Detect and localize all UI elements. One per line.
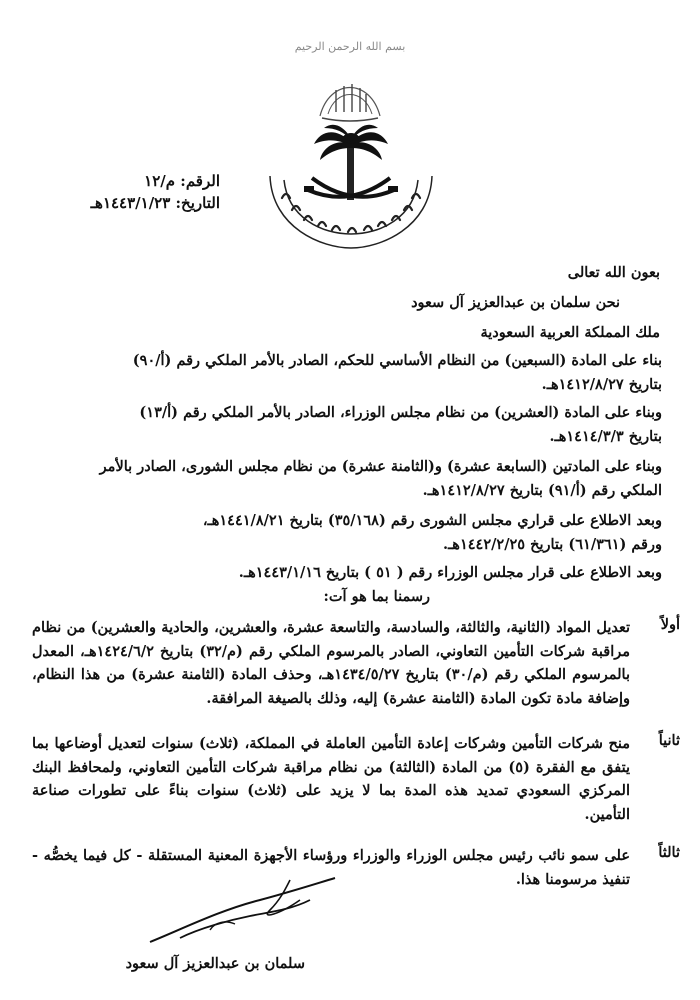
shahada-calligraphy-icon [300, 68, 400, 124]
opening-line-1: بعون الله تعالى [567, 264, 660, 281]
handwritten-signature-icon [140, 870, 340, 950]
preamble-line: بتاريخ ١٤١٢/٨/٢٧هـ. [541, 376, 662, 393]
preamble-line: وبعد الاطلاع على قرار مجلس الوزراء رقم ( ٥١ ) بتاريخ ١٤٤٣/١/١٦هـ. [238, 564, 662, 581]
reference-date: التاريخ: ١٤٤٣/١/٢٣هـ [90, 194, 220, 212]
basmala-calligraphy: بسم الله الرحمن الرحيم [294, 40, 406, 53]
saudi-emblem-icon [262, 118, 440, 250]
preamble-line: ورقم (٦١/٣٦١) بتاريخ ١٤٤٢/٢/٢٥هـ. [443, 536, 662, 553]
item-text-first: تعديل المواد (الثانية، والثالثة، والسادسة، والتاسعة عشرة، والعشرين، والحادية والعشرين) من نظام مراقبة شركات التأمين التعاوني، الصادر بالمرسوم الملكي رقم (م/٣٢) بتاريخ ١٤٢٤/٦/٢هـ، المعدل بالمرسوم الملكي رقم (م/٣٠) بتاريخ ١٤٣٤/٥/٢٧هـ، وحذف المادة (الثامنة عشرة) من هذا النظام، وإضافة مادة تكون المادة (الثامنة عشرة) إليه، وذلك بالصيغة المرافقة. [32, 619, 631, 707]
opening-line-3: ملك المملكة العربية السعودية [480, 324, 660, 341]
preamble-line: وبناء على المادتين (السابعة عشرة) و(الثامنة عشرة) من نظام مجلس الشورى، الصادر بالأمر [99, 458, 662, 475]
preamble-line: بتاريخ ١٤١٤/٣/٣هـ. [549, 428, 662, 445]
item-text-second: منح شركات التأمين وشركات إعادة التأمين العاملة في المملكة، (ثلاث) سنوات لتعديل أوضاعها بما يتفق مع الفقرة (٥) من المادة (الثالثة) من نظام مراقبة شركات التأمين التعاوني، ولمحافظ البنك المركزي السعودي تمديد هذه المدة بما لا يزيد على (ثلاث) سنوات بناءً على تطورات صناعة التأمين. [32, 735, 630, 823]
preamble-line: وبعد الاطلاع على قراري مجلس الشورى رقم (٣٥/١٦٨) بتاريخ ١٤٤١/٨/٢١هـ، [202, 512, 662, 529]
reference-number: الرقم: م/١٢ [144, 172, 220, 190]
preamble-line: الملكي رقم (أ/٩١) بتاريخ ١٤١٢/٨/٢٧هـ. [422, 482, 662, 499]
item-label-first: أولاً [660, 616, 680, 633]
preamble-closing: رسمنا بما هو آت: [323, 588, 430, 605]
signer-name: سلمان بن عبدالعزيز آل سعود [125, 955, 305, 972]
item-label-second: ثانياً [658, 732, 680, 749]
item-text-third: على سمو نائب رئيس مجلس الوزراء والوزراء ورؤساء الأجهزة المعنية المستقلة - كل فيما يخصُّه - تنفيذ مرسومنا هذا. [32, 847, 630, 888]
preamble-line: وبناء على المادة (العشرين) من نظام مجلس الوزراء، الصادر بالأمر الملكي رقم (أ/١٣) [139, 404, 662, 421]
preamble-line: بناء على المادة (السبعين) من النظام الأساسي للحكم، الصادر بالأمر الملكي رقم (أ/٩٠) [132, 352, 662, 369]
opening-line-2: نحن سلمان بن عبدالعزيز آل سعود [411, 294, 620, 311]
item-label-third: ثالثاً [658, 844, 680, 861]
reference-block [40, 170, 220, 214]
